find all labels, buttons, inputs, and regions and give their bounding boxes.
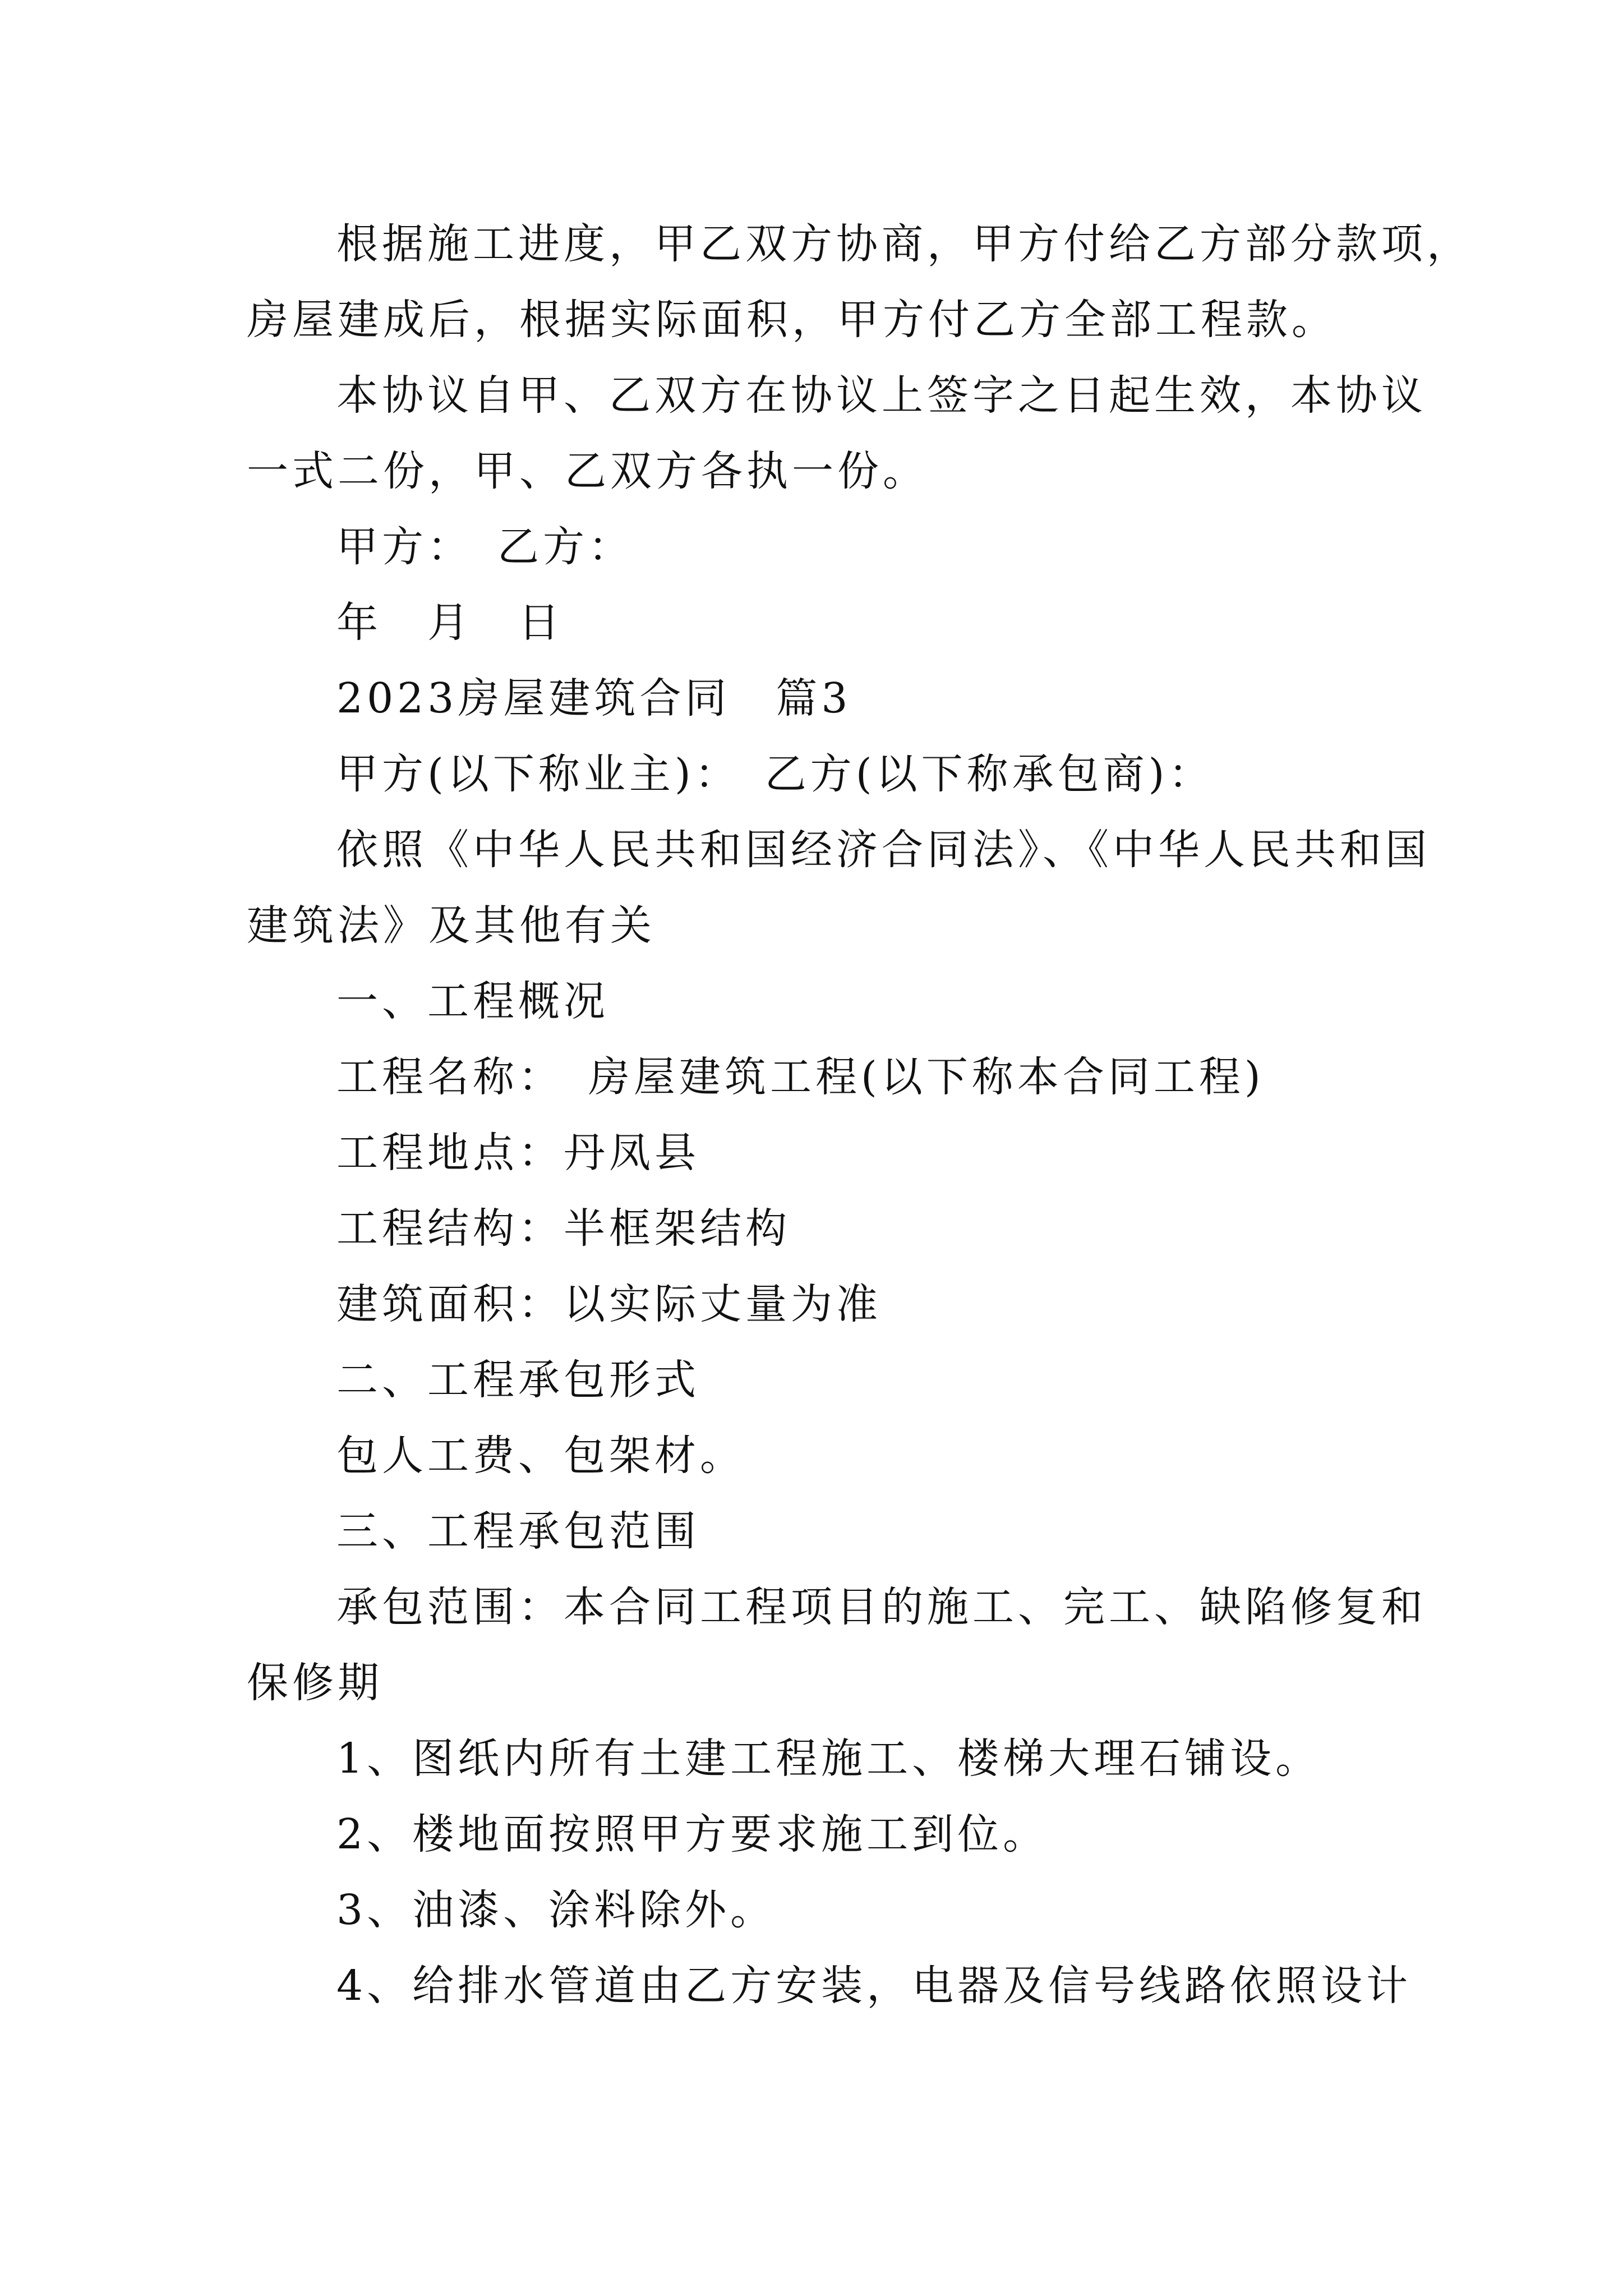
- text-line: 房屋建成后，根据实际面积，甲方付乙方全部工程款。: [247, 296, 1337, 344]
- text-line: 工程名称： 房屋建筑工程(以下称本合同工程): [336, 1053, 1265, 1101]
- text-line: 工程结构：半框架结构: [336, 1204, 791, 1253]
- text-line: 承包范围：本合同工程项目的施工、完工、缺陷修复和: [336, 1583, 1427, 1631]
- list-item: 2、楼地面按照甲方要求施工到位。: [336, 1810, 1049, 1858]
- text-line: 根据施工进度，甲乙双方协商，甲方付给乙方部分款项，: [336, 220, 1472, 268]
- section-heading: 三、工程承包范围: [336, 1507, 700, 1556]
- text-line: 甲方： 乙方：: [336, 523, 634, 571]
- text-line: 甲方(以下称业主)： 乙方(以下称承包商)：: [336, 750, 1214, 798]
- text-line: 保修期: [247, 1659, 383, 1707]
- section-heading: 2023房屋建筑合同 篇3: [336, 674, 852, 723]
- section-heading: 二、工程承包形式: [336, 1356, 700, 1404]
- text-line: 包人工费、包架材。: [336, 1432, 745, 1480]
- list-item: 3、油漆、涂料除外。: [336, 1886, 776, 1934]
- text-line: 本协议自甲、乙双方在协议上签字之日起生效，本协议: [336, 371, 1427, 420]
- list-item: 4、给排水管道由乙方安装，电器及信号线路依照设计: [336, 1962, 1412, 2010]
- text-line: 一式二份，甲、乙双方各执一份。: [247, 447, 928, 495]
- list-item: 1、图纸内所有土建工程施工、楼梯大理石铺设。: [336, 1734, 1321, 1783]
- text-line: 年 月 日: [336, 599, 564, 647]
- text-line: 工程地点：丹凤县: [336, 1129, 700, 1177]
- text-line: 依照《中华人民共和国经济合同法》、《中华人民共和国: [336, 826, 1431, 874]
- text-line: 建筑法》及其他有关: [247, 901, 656, 950]
- text-line: 建筑面积：以实际丈量为准: [336, 1280, 882, 1328]
- section-heading: 一、工程概况: [336, 977, 609, 1025]
